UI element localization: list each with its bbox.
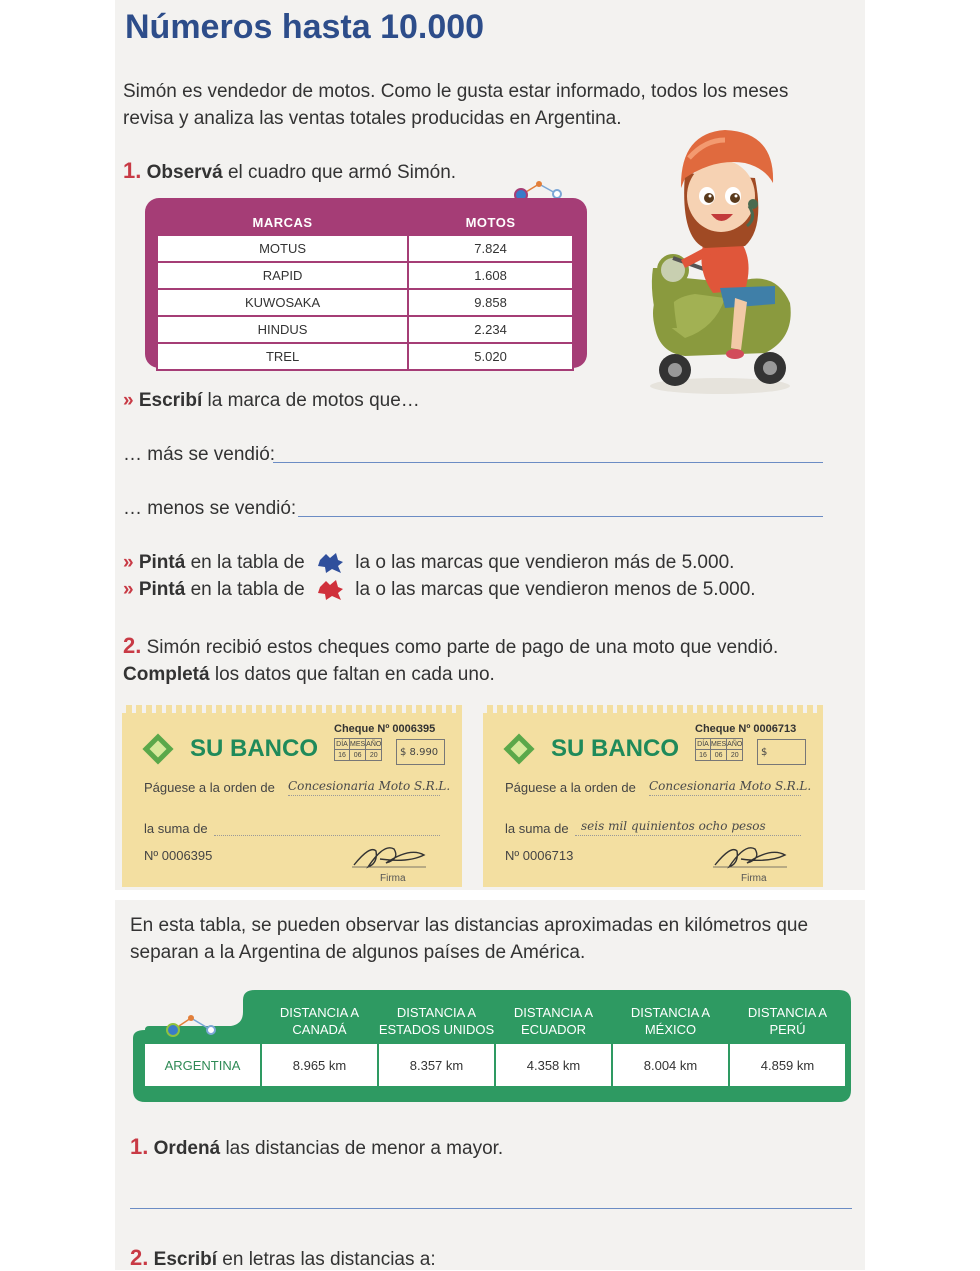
brand-cell: RAPID [157,262,408,289]
payee-handwritten: Concesionaria Moto S.R.L. [288,779,451,793]
instruction-verb: Pintá [138,552,186,574]
most-sold-answer-line[interactable] [273,462,823,463]
instruction-text: en la tabla de [185,579,305,601]
bank-logo-icon [142,733,174,765]
firma-label: Firma [741,873,767,884]
page-title: Números hasta 10.000 [125,8,485,46]
bank-name: SU BANCO [190,735,319,762]
amount-box[interactable] [757,739,806,765]
question-number: 2. [123,633,142,658]
blue-splat-icon [316,552,344,574]
sum-answer-line[interactable] [575,835,801,836]
question-text: en letras las distancias a: [217,1249,436,1270]
red-splat-icon [316,579,344,601]
pay-to-label: Páguese a la orden de [144,780,275,795]
date-header-year: AÑO [727,740,743,748]
sales-cell: 7.824 [408,235,573,262]
brand-cell: KUWOSAKA [157,289,408,316]
instruction-text: en la tabla de [185,552,305,574]
table-row [144,1043,846,1087]
question-number: 1. [123,158,142,183]
cheque-2 [483,705,823,887]
signature-mark [350,837,430,873]
question-verb: Escribí [153,1249,218,1270]
date-box [334,738,382,761]
date-day: 16 [335,750,350,761]
distance-cell: 8.965 km [261,1043,378,1087]
sales-cell: 5.020 [408,343,573,370]
question-verb: Observá [146,162,223,183]
write-instruction [123,390,420,412]
question-1 [123,158,456,184]
sum-answer-line[interactable] [214,835,440,836]
brand-cell: TREL [157,343,408,370]
amount-value: $ 8.990 [400,747,439,758]
sum-label: la suma de [144,821,208,836]
amount-value: $ [761,747,768,758]
pay-to-label: Páguese a la orden de [505,780,636,795]
question-2 [123,632,843,688]
row-label-argentina: ARGENTINA [144,1043,261,1087]
distance-table [131,988,853,1104]
date-box [695,738,743,761]
sum-label: la suma de [505,821,569,836]
worksheet-page-2 [115,900,865,1270]
question-text: las distancias de menor a mayor. [220,1138,504,1159]
amount-box[interactable] [396,739,445,765]
cheque-1 [122,705,462,887]
paint-instruction-2 [123,579,756,601]
date-month: 06 [711,750,727,761]
chevron-icon: » [123,390,134,411]
distance-intro: En esta tabla, se pueden observar las distancias aproximadas en kilómetros que separan a la Argentina de algunos países de América. [130,915,809,963]
question-verb: Ordená [153,1138,221,1159]
date-day: 16 [696,750,711,761]
intro-paragraph: Simón es vendedor de motos. Como le gusta estar informado, todos los meses revisa y analiza las ventas totales producidas en Argentina. [123,81,789,129]
table-row [157,262,573,289]
instruction-text: la o las marcas que vendieron más de 5.000. [355,552,735,574]
date-year: 20 [366,750,382,761]
column-header-canada: DISTANCIA A CANADÁ [279,1005,360,1037]
worksheet-page-1 [115,0,865,890]
distance-cell: 8.357 km [378,1043,495,1087]
firma-label: Firma [380,873,406,884]
least-sold-answer-line[interactable] [298,516,823,517]
brand-cell: MOTUS [157,235,408,262]
paint-instruction-1 [123,552,734,574]
most-sold-label: … más se vendió: [123,444,276,465]
date-header-day: DÍA [697,740,709,748]
brand-cell: HINDUS [157,316,408,343]
question-text: los datos que faltan en cada uno. [209,664,495,685]
question-number: 2. [130,1245,149,1270]
table-row [157,316,573,343]
brand-sales-table [145,198,587,368]
pay-to-line [649,795,801,796]
distance-cell: 8.004 km [612,1043,729,1087]
instruction-text: la marca de motos que… [202,390,420,411]
cheque-number: Cheque Nº 0006395 [334,723,436,735]
question-1 [130,1134,503,1160]
signature-mark [711,837,791,873]
cheque-footer-number: Nº 0006395 [144,848,213,863]
date-header-day: DÍA [336,740,348,748]
table-row [157,235,573,262]
distance-cell: 4.859 km [729,1043,846,1087]
column-header-usa: DISTANCIA A ESTADOS UNIDOS [378,1005,495,1037]
bank-logo-icon [503,733,535,765]
distance-cell: 4.358 km [495,1043,612,1087]
column-header-peru: DISTANCIA A PERÚ [747,1005,828,1037]
instruction-verb: Pintá [138,579,186,601]
date-month: 06 [350,750,366,761]
pay-to-line [288,795,440,796]
sales-cell: 1.608 [408,262,573,289]
date-year: 20 [727,750,743,761]
perforated-edge [483,705,823,713]
date-header-month: MES [350,740,366,748]
sum-handwritten: seis mil quinientos ocho pesos [581,819,766,833]
cheque-number: Cheque Nº 0006713 [695,723,797,735]
least-sold-label: … menos se vendió: [123,498,297,519]
question-number: 1. [130,1134,149,1159]
instruction-text: la o las marcas que vendieron menos de 5.000. [355,579,756,601]
question-verb: Completá [123,664,210,685]
question-2 [130,1245,436,1271]
instruction-verb: Escribí [138,390,203,411]
column-header-motos: MOTOS [465,214,516,230]
question-text: el cuadro que armó Simón. [222,162,457,183]
cheque-footer-number: Nº 0006713 [505,848,574,863]
date-header-year: AÑO [366,740,382,748]
scooter-girl-illustration [625,118,815,398]
chevron-icon: » [123,552,134,574]
column-header-ecuador: DISTANCIA A ECUADOR [513,1005,594,1037]
question-text: Simón recibió estos cheques como parte de pago de una moto que vendió. [141,637,779,658]
table-row [157,343,573,370]
chevron-icon: » [123,579,134,601]
date-header-month: MES [711,740,727,748]
sales-cell: 9.858 [408,289,573,316]
table-row [157,289,573,316]
perforated-edge [122,705,462,713]
order-answer-line[interactable] [130,1208,852,1209]
bank-name: SU BANCO [551,735,680,762]
sales-cell: 2.234 [408,316,573,343]
column-header-mexico: DISTANCIA A MÉXICO [630,1005,711,1037]
payee-handwritten: Concesionaria Moto S.R.L. [649,779,812,793]
column-header-brands: MARCAS [252,214,313,230]
